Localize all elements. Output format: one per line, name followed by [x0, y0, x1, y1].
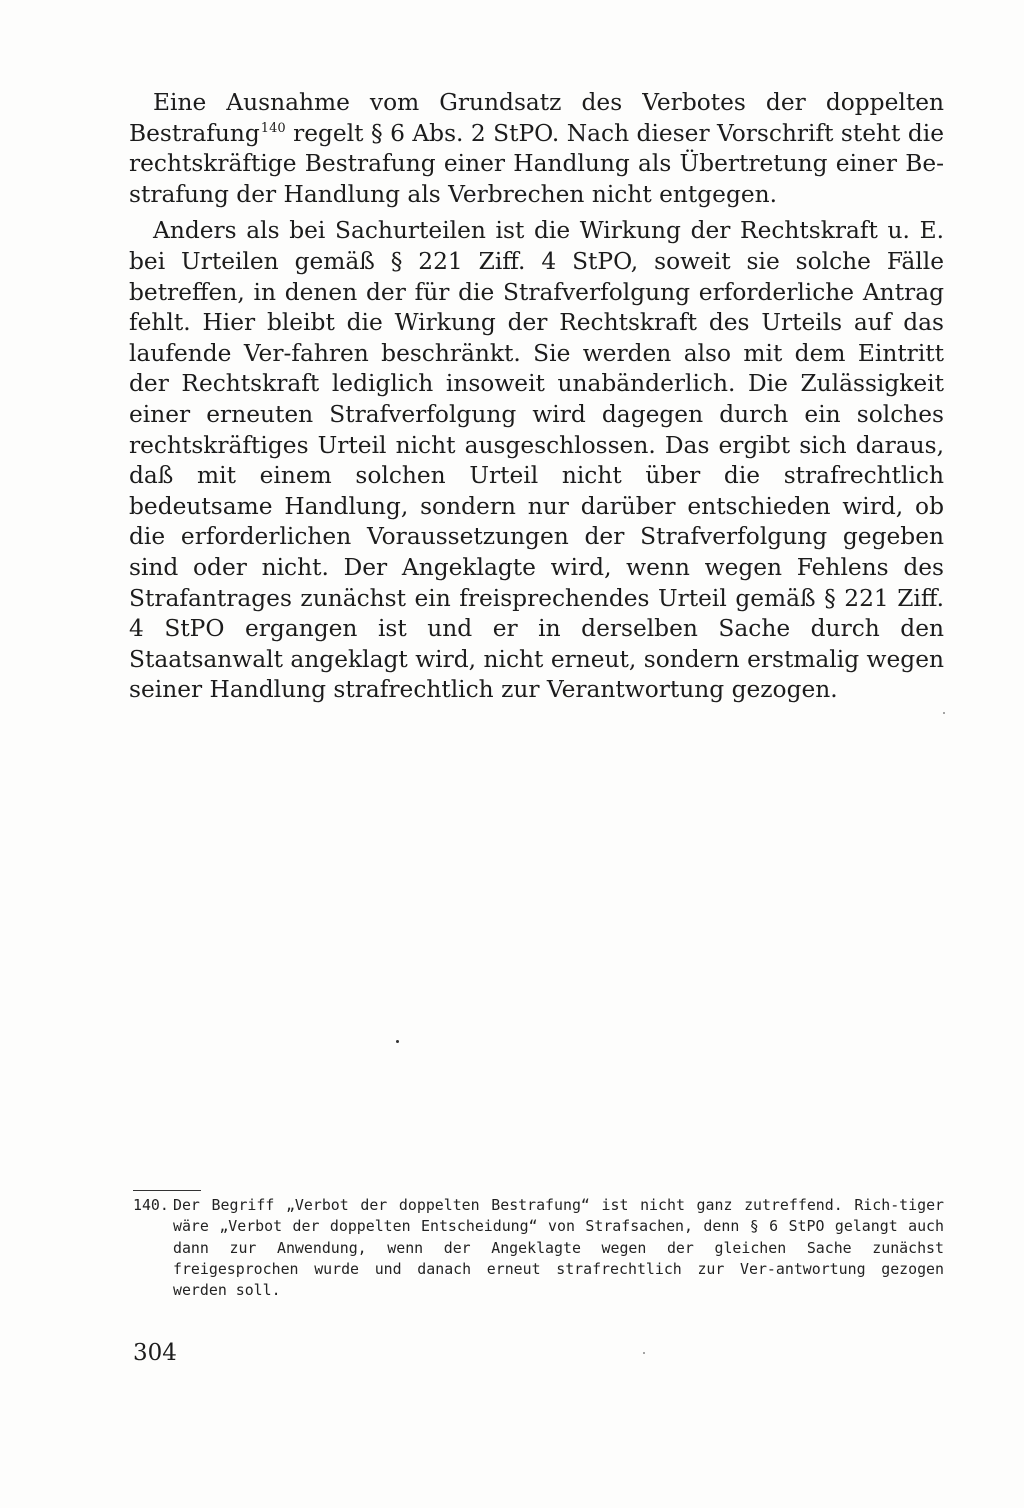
main-text [129, 88, 944, 706]
footnote-number: 140. [133, 1196, 169, 1214]
footnote [133, 1195, 944, 1301]
footnote-reference: 140 [260, 120, 286, 136]
page-number: 304 [133, 1340, 177, 1366]
footnote-text: Der Begriff „Verbot der doppelten Bestrafung“ ist nicht ganz zutreffend. Rich-tiger wäre „Verbot der doppelten Entscheidung“ von Strafsachen, denn § 6 StPO gelangt auch dann zur Anwendung, wenn der Angeklagte wegen der gleichen Sache zunächst freigesprochen wurde und danach erneut strafrechtlich zur Ver-antwortung gezogen werden soll. [173, 1196, 944, 1300]
paragraph-1-text-end: regelt § 6 Abs. 2 StPO. Nach dieser Vorschrift steht die rechtskräftige Bestrafung einer Handlung als Übertretung einer Be-strafung der Handlung als Verbrechen nicht entgegen. [129, 119, 944, 208]
scan-speck [643, 1352, 645, 1354]
footnote-divider [133, 1190, 201, 1191]
paragraph-2: Anders als bei Sachurteilen ist die Wirkung der Rechtskraft u. E. bei Urteilen gemäß § 221 Ziff. 4 StPO, soweit sie solche Fälle betreffen, in denen der für die Strafverfolgung erforderliche Antrag fehlt. Hier bleibt die Wirkung der Rechtskraft des Urteils auf das laufende Ver-fahren beschränkt. Sie werden also mit dem Eintritt der Rechtskraft lediglich insoweit unabänderlich. Die Zulässigkeit einer erneuten Strafverfolgung wird dagegen durch ein solches rechtskräftiges Urteil nicht ausgeschlossen. Das ergibt sich daraus, daß mit einem solchen Urteil nicht über die strafrechtlich bedeutsame Handlung, sondern nur darüber entschieden wird, ob die erforderlichen Voraussetzungen der Strafverfolgung gegeben sind oder nicht. Der Angeklagte wird, wenn wegen Fehlens des Strafantrages zunächst ein freisprechendes Urteil gemäß § 221 Ziff. 4 StPO ergangen ist und er in derselben Sache durch den Staatsanwalt angeklagt wird, nicht erneut, sondern erstmalig wegen seiner Handlung strafrechtlich zur Verantwortung gezogen. [129, 217, 944, 704]
paragraph-1-text-start: Eine Ausnahme vom Grundsatz des Verbotes der doppelten Bestrafung [129, 89, 944, 147]
paragraph-1 [129, 88, 944, 210]
scan-speck [943, 712, 945, 714]
scan-speck [396, 1040, 399, 1043]
